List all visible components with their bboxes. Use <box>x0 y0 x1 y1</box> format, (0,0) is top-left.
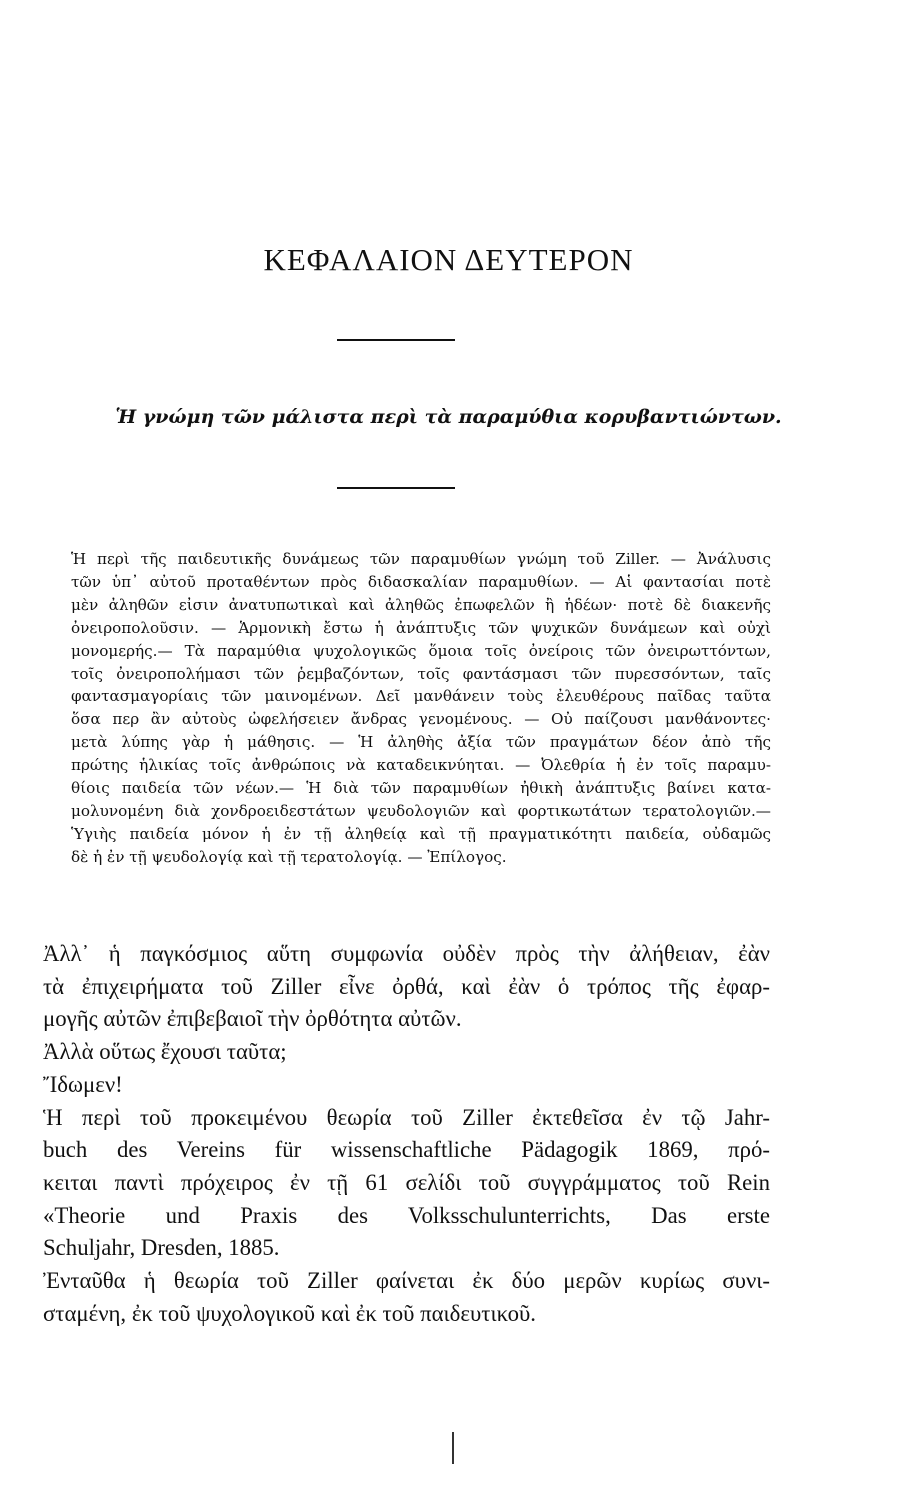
summary-line: μονομερής.— Τὰ παραμύθια ψυχολογικῶς ὅμοια τοῖς ὀνείροις τῶν ὀνειρωττόντων, <box>71 641 771 660</box>
body-line: Ἴδωμεν! <box>43 1071 123 1097</box>
chapter-title: ΚΕΦΑΛΑΙΟΝ ΔΕΥΤΕΡΟΝ <box>263 242 634 277</box>
body-text <box>43 938 770 1330</box>
summary-line: δὲ ἡ ἐν τῇ ψευδολογίᾳ καὶ τῇ τερατολογίᾳ. — Ἐπίλογος. <box>71 847 507 866</box>
summary-line: μετὰ λύπης γὰρ ἡ μάθησις. — Ἡ ἀληθὴς ἀξία τῶν πραγμάτων δέον ἀπὸ τῆς <box>71 733 771 752</box>
summary-line: τῶν ὑπ᾽ αὐτοῦ προταθέντων πρὸς διδασκαλίαν παραμυθίων. — Αἱ φαντασίαι ποτὲ <box>71 572 771 591</box>
summary-line: μολυνομένη διὰ χονδροειδεστάτων ψευδολογιῶν καὶ φορτικωτάτων τερατολογιῶν.— <box>71 801 771 820</box>
summary-line: ὀνειροπολοῦσιν. — Ἁρμονικὴ ἔστω ἡ ἀνάπτυξις τῶν ψυχικῶν δυνάμεων καὶ οὐχὶ <box>71 618 771 637</box>
body-line: buch des Vereins für wissenschaftliche Pädagogik 1869, πρό- <box>43 1137 770 1163</box>
body-line: Ἡ περὶ τοῦ προκειμένου θεωρία τοῦ Ziller ἐκτεθεῖσα ἐν τῷ Jahr- <box>43 1104 770 1130</box>
summary-line: πρώτης ἡλικίας τοῖς ἀνθρώποις νὰ καταδεικνύηται. — Ὀλεθρία ἡ ἐν τοῖς παραμυ- <box>71 756 771 775</box>
body-line: Ἐνταῦθα ἡ θεωρία τοῦ Ziller φαίνεται ἐκ δύο μερῶν κυρίως συνι- <box>43 1268 770 1294</box>
body-line: Ἀλλ᾽ ἡ παγκόσμιος αὕτη συμφωνία οὐδὲν πρὸς τὴν ἀλήθειαν, ἐὰν <box>43 941 770 966</box>
summary-line: ὅσα περ ἂν αὐτοὺς ὠφελήσειεν ἄνδρας γενομένους. — Οὐ παίζουσι μανθάνοντες· <box>71 710 771 729</box>
body-line: μογῆς αὐτῶν ἐπιβεβαιοῖ τὴν ὀρθότητα αὐτῶν. <box>43 1006 462 1032</box>
body-line: σταμένη, ἐκ τοῦ ψυχολογικοῦ καὶ ἐκ τοῦ παιδευτικοῦ. <box>43 1300 536 1326</box>
summary-line: Ὑγιὴς παιδεία μόνον ἡ ἐν τῇ ἀληθείᾳ καὶ τῇ πραγματικότητι παιδεία, οὐδαμῶς <box>71 824 771 843</box>
chapter-subtitle: Ἡ γνώμη τῶν μάλιστα περὶ τὰ παραμύθια κορυβαντιώντων. <box>115 406 782 428</box>
body-line: «Theorie und Praxis des Volksschulunterrichts, Das erste <box>43 1202 770 1228</box>
body-line: Schuljahr, Dresden, 1885. <box>43 1235 280 1261</box>
body-line: κειται παντὶ πρόχειρος ἐν τῇ 61 σελίδι τοῦ συγγράμματος τοῦ Rein <box>43 1169 770 1195</box>
summary-line: Ἡ περὶ τῆς παιδευτικῆς δυνάμεως τῶν παραμυθίων γνώμη τοῦ Ziller. — Ἀνάλυσις <box>71 550 771 568</box>
title-divider-top <box>337 339 455 341</box>
summary-line: τοῖς ὀνειροπολήμασι τῶν ῥεμβαζόντων, τοῖς φαντάσμασι τῶν πυρεσσόντων, ταῖς <box>71 664 771 683</box>
body-line: τὰ ἐπιχειρήματα τοῦ Ziller εἶνε ὀρθά, καὶ ἐὰν ὁ τρόπος τῆς ἐφαρ- <box>43 973 770 999</box>
title-divider-bottom <box>337 487 455 489</box>
scan-mark <box>452 1432 454 1464</box>
summary-line: θίοις παιδεία τῶν νέων.— Ἡ διὰ τῶν παραμυθίων ἠθικὴ ἀνάπτυξις βαίνει κατα- <box>71 779 771 798</box>
body-line: Ἀλλὰ οὕτως ἔχουσι ταῦτα; <box>43 1039 287 1065</box>
summary-line: μὲν ἀληθῶν εἰσιν ἀνατυπωτικαὶ καὶ ἀληθῶς ἐπωφελῶν ἢ ἡδέων· ποτὲ δὲ διακενῆς <box>71 595 771 614</box>
chapter-summary <box>71 548 771 869</box>
summary-line: φαντασμαγορίαις τῶν μαινομένων. Δεῖ μανθάνειν τοὺς ἐλευθέρους παῖδας ταῦτα <box>71 687 771 706</box>
